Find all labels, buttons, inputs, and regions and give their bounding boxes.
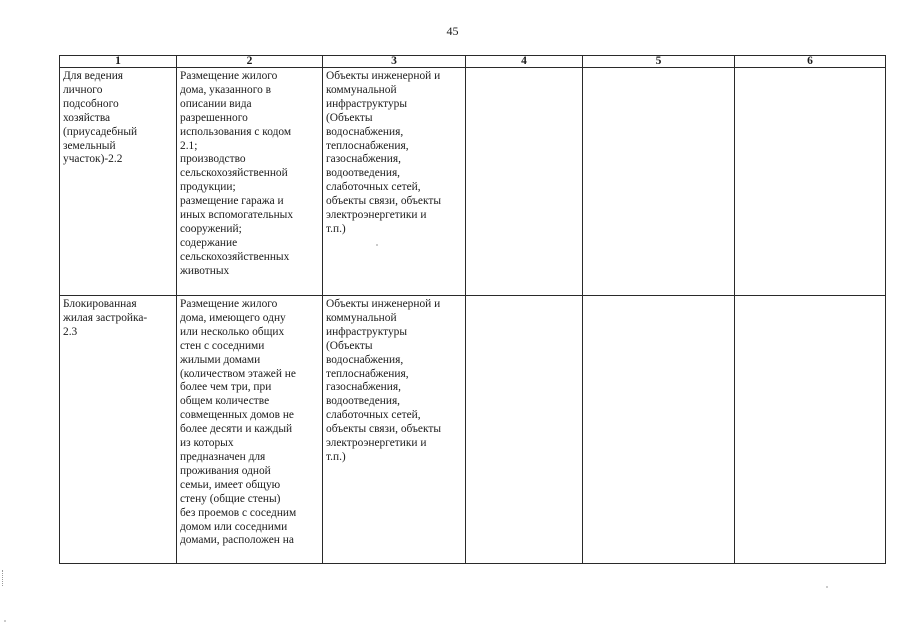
land-use-type-cell xyxy=(60,296,177,564)
infrastructure-cell xyxy=(323,68,466,296)
infrastructure-cell xyxy=(323,296,466,564)
table-row xyxy=(60,68,886,296)
land-use-type-text: Для ведения личного подсобного хозяйства (приусадебный земельный участок)-2.2 xyxy=(63,70,138,166)
land-use-type-text: Блокированная жилая застройка- 2.3 xyxy=(63,298,148,338)
scan-speck xyxy=(826,586,828,588)
column-5-cell xyxy=(583,68,735,296)
scan-artifact xyxy=(2,570,6,586)
column-header-6: 6 xyxy=(735,56,886,68)
scan-speck xyxy=(376,244,378,246)
infrastructure-text: Объекты инженерной и коммунальной инфраструктуры (Объекты водоснабжения, теплоснабжения, газоснабжения, водоотведения, слаботочных сетей, объекты связи, объекты электроэнергетики и т.п.) xyxy=(326,298,441,463)
land-use-table xyxy=(59,55,886,564)
column-header-1: 1 xyxy=(60,56,177,68)
column-4-cell xyxy=(466,296,583,564)
infrastructure-text: Объекты инженерной и коммунальной инфраструктуры (Объекты водоснабжения, теплоснабжения, газоснабжения, водоотведения, слаботочных сетей, объекты связи, объекты электроэнергетики и т.п.) xyxy=(326,70,441,235)
column-header-5: 5 xyxy=(583,56,735,68)
table-row xyxy=(60,296,886,564)
column-header-3: 3 xyxy=(323,56,466,68)
description-text: Размещение жилого дома, указанного в описании вида разрешенного использования с кодом 2.1; производство сельскохозяйственной продукции; размещение гаража и иных вспомогательных сооружений; содержание сельскохозяйственных животных xyxy=(180,70,294,277)
column-5-cell xyxy=(583,296,735,564)
column-header-4: 4 xyxy=(466,56,583,68)
description-cell xyxy=(177,68,323,296)
column-header-2: 2 xyxy=(177,56,323,68)
land-use-type-cell xyxy=(60,68,177,296)
description-cell xyxy=(177,296,323,564)
column-6-cell xyxy=(735,296,886,564)
description-text: Размещение жилого дома, имеющего одну или несколько общих стен с соседними жилыми домами (количеством этажей не более чем три, при общем количестве совмещенных домов не более десяти и каждый из которых предназначен для проживания одной семьи, имеет общую стену (общие стены) без проемов с соседним домом или соседними домами, расположен на xyxy=(180,298,297,547)
column-6-cell xyxy=(735,68,886,296)
page-number: 45 xyxy=(446,24,459,38)
table-header-row xyxy=(60,56,886,68)
column-4-cell xyxy=(466,68,583,296)
scan-speck xyxy=(4,620,6,622)
